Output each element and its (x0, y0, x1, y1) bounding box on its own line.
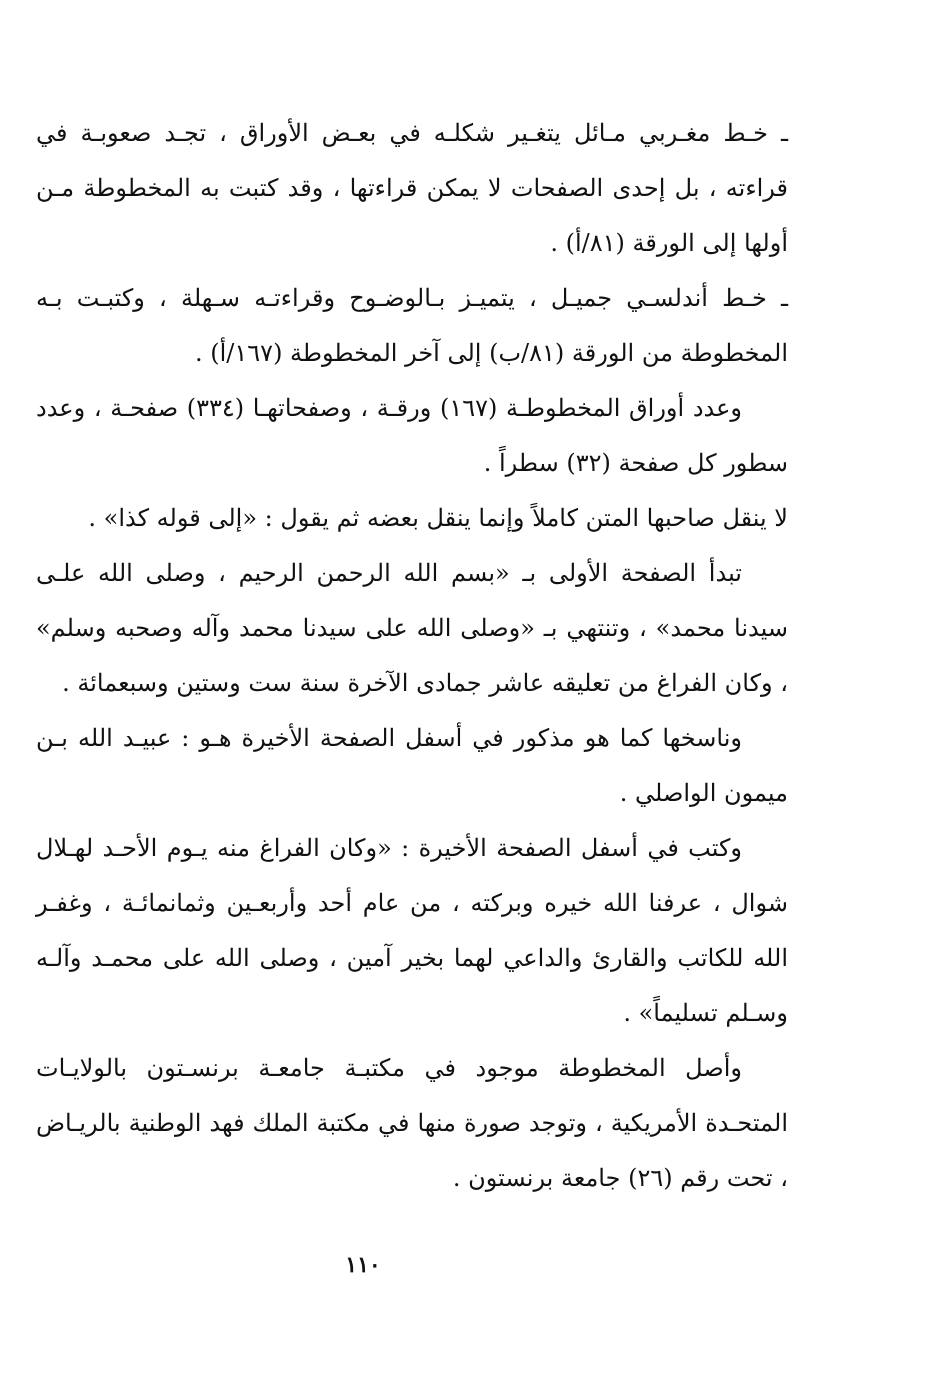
paragraph-location: وأصل المخطوطة موجود في مكتبـة جامعـة برنسـتون بالولايـات المتحـدة الأمريكية ، وتوجد صورة منها في مكتبة الملك فهد الوطنية بالريـاض ، تحت رقم (٢٦) جامعة برنستون . (36, 1054, 788, 1192)
paragraph-folio-count: وعدد أوراق المخطوطـة (١٦٧) ورقـة ، وصفحاتهـا (٣٣٤) صفحـة ، وعدد سطور كل صفحة (٣٢) سطراً . (36, 394, 788, 477)
body-text (36, 106, 788, 1206)
paragraph-copyist: وناسخها كما هو مذكور في أسفل الصفحة الأخيرة هـو : عبيـد الله بـن ميمون الواصلي . (36, 724, 788, 807)
paragraph-copying-method: لا ينقل صاحبها المتن كاملاً وإنما ينقل بعضه ثم يقول : «إلى قوله كذا» . (88, 504, 788, 532)
page-number: ١١٠ (345, 1252, 381, 1278)
paragraph-script-maghribi: ـ خـط مغـربي مـائل يتغـير شكلـه في بعـض الأوراق ، تجـد صعوبـة في قراءته ، بل إحدى الصفحات لا يمكن قراءتها ، وقد كتبت به المخطوطة مـن أولها إلى الورقة (٨١/أ) . (36, 119, 788, 257)
paragraph-opening-closing: تبدأ الصفحة الأولى بـ «بسم الله الرحمن الرحيم ، وصلى الله علـى سيدنا محمد» ، وتنتهي بـ «وصلى الله على سيدنا محمد وآله وصحبه وسلم» ، وكان الفراغ من تعليقه عاشر جمادى الآخرة سنة ست وستين وسبعمائة . (36, 559, 788, 697)
paragraph-colophon: وكتب في أسفل الصفحة الأخيرة : «وكان الفراغ منه يـوم الأحـد لهـلال شوال ، عرفنا الله خيره وبركته ، من عام أحد وأربعـين وثمانمائـة ، وغفـر الله للكاتب والقارئ والداعي لهما بخير آمين ، وصلى الله على محمـد وآلـه وسـلم تسليماً» . (36, 834, 788, 1027)
paragraph-script-andalusi: ـ خـط أندلسـي جميـل ، يتميـز بـالوضـوح وقراءتـه سـهلة ، وكتبـت بـه المخطوطة من الورقة (٨١/ب) إلى آخر المخطوطة (١٦٧/أ) . (36, 284, 788, 367)
